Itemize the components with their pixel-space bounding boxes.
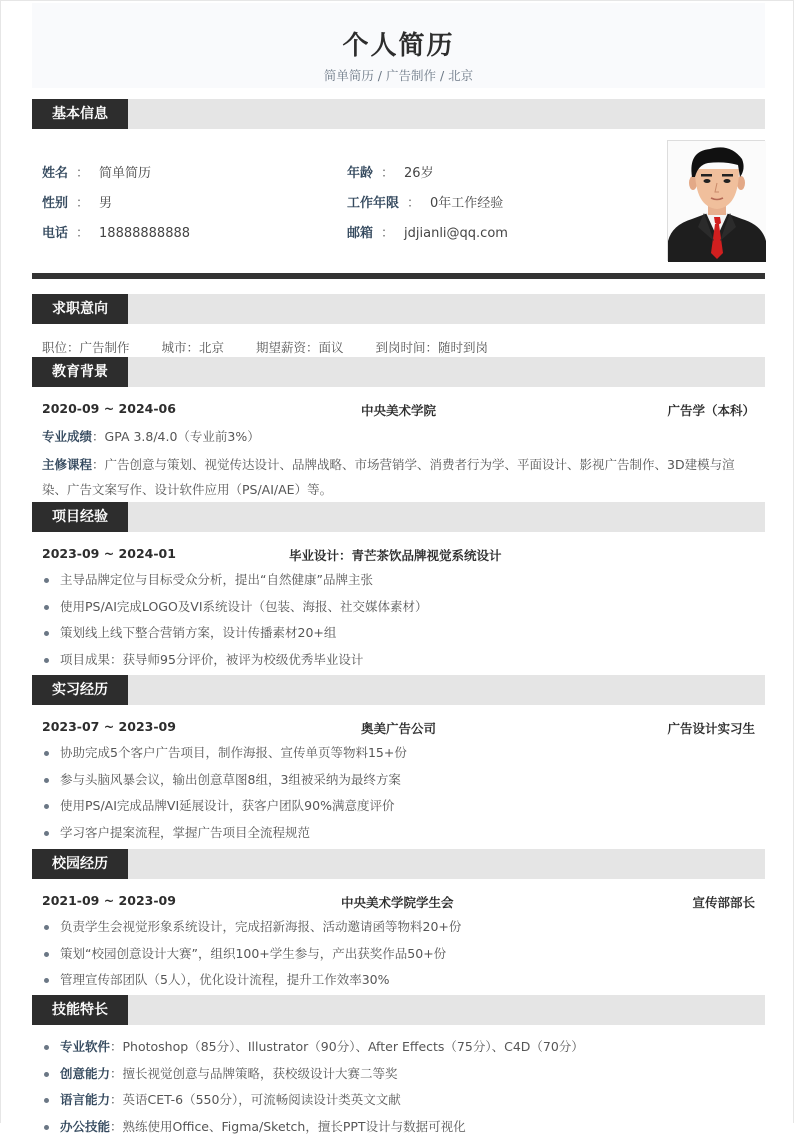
job-intent-row bbox=[42, 338, 516, 356]
info-label: 邮箱 bbox=[347, 226, 373, 241]
internship-role: 广告设计实习生 bbox=[667, 719, 755, 737]
skill-value: ：擅长视觉创意与品牌策略，获校级设计大赛二等奖 bbox=[110, 1066, 398, 1081]
avatar-photo bbox=[667, 140, 765, 261]
section-internship bbox=[32, 675, 765, 705]
list-item: 管理宣传部团队（5人），优化设计流程，提升工作效率30% bbox=[42, 967, 757, 994]
skill-item bbox=[42, 1114, 757, 1140]
section-title: 实习经历 bbox=[32, 675, 128, 705]
resume-header bbox=[32, 3, 765, 88]
project-entry-header bbox=[42, 546, 755, 564]
section-campus bbox=[32, 849, 765, 879]
project-bullets bbox=[42, 567, 757, 673]
section-skills bbox=[32, 995, 765, 1025]
list-item: 策划“校园创意设计大赛”，组织100+学生参与，产出获奖作品50+份 bbox=[42, 941, 757, 968]
section-divider bbox=[32, 273, 765, 279]
info-separator: ： bbox=[381, 226, 394, 241]
skill-label: 语言能力 bbox=[60, 1092, 110, 1107]
skills-bullets bbox=[42, 1034, 757, 1140]
skill-value: ：英语CET-6（550分），可流畅阅读设计类英文文献 bbox=[110, 1092, 401, 1107]
skill-item bbox=[42, 1034, 757, 1061]
section-title: 求职意向 bbox=[32, 294, 128, 324]
gpa-value: ：GPA 3.8/4.0（专业前3%） bbox=[92, 429, 260, 444]
info-separator: ： bbox=[76, 226, 89, 241]
gpa-label: 专业成绩 bbox=[42, 429, 92, 444]
section-education bbox=[32, 357, 765, 387]
courses-value: ：广告创意与策划、视觉传达设计、品牌战略、市场营销学、消费者行为学、平面设计、影视广告制作、3D建模与渲染、广告文案写作、设计软件应用（PS/AI/AE）等。 bbox=[42, 457, 735, 497]
campus-bullets bbox=[42, 914, 757, 994]
education-school: 中央美术学院 bbox=[361, 401, 436, 419]
section-title: 教育背景 bbox=[32, 357, 128, 387]
info-separator: ： bbox=[381, 166, 394, 181]
info-name bbox=[42, 162, 151, 181]
list-item: 使用PS/AI完成品牌VI延展设计，获客户团队90%满意度评价 bbox=[42, 793, 757, 820]
intent-salary: 期望薪资：面议 bbox=[256, 340, 344, 355]
info-value: 简单简历 bbox=[99, 166, 151, 181]
skill-value: ：Photoshop（85分）、Illustrator（90分）、After Effects（75分）、C4D（70分） bbox=[110, 1039, 584, 1054]
list-item: 协助完成5个客户广告项目，制作海报、宣传单页等物料15+份 bbox=[42, 740, 757, 767]
info-value: 男 bbox=[99, 196, 112, 211]
section-job-intent bbox=[32, 294, 765, 324]
intent-arrival: 到岗时间：随时到岗 bbox=[376, 340, 489, 355]
list-item: 学习客户提案流程，掌握广告项目全流程规范 bbox=[42, 820, 757, 847]
info-phone bbox=[42, 222, 190, 241]
list-item: 主导品牌定位与目标受众分析，提出“自然健康”品牌主张 bbox=[42, 567, 757, 594]
info-label: 工作年限 bbox=[347, 196, 399, 211]
info-separator: ： bbox=[76, 166, 89, 181]
info-email bbox=[347, 222, 508, 241]
education-date: 2020-09 ~ 2024-06 bbox=[42, 401, 176, 416]
info-label: 性别 bbox=[42, 196, 68, 211]
info-age bbox=[347, 162, 434, 181]
intent-city: 城市：北京 bbox=[162, 340, 225, 355]
project-date: 2023-09 ~ 2024-01 bbox=[42, 546, 176, 561]
project-title: 毕业设计：青芒茶饮品牌视觉系统设计 bbox=[289, 546, 502, 564]
page-subtitle: 简单简历 / 广告制作 / 北京 bbox=[32, 66, 765, 84]
info-value: 18888888888 bbox=[99, 226, 190, 241]
list-item: 参与头脑风暴会议，输出创意草图8组，3组被采纳为最终方案 bbox=[42, 767, 757, 794]
internship-company: 奥美广告公司 bbox=[361, 719, 436, 737]
info-label: 年龄 bbox=[347, 166, 373, 181]
education-major: 广告学（本科） bbox=[667, 401, 755, 419]
internship-bullets bbox=[42, 740, 757, 846]
education-courses bbox=[42, 452, 757, 502]
courses-label: 主修课程 bbox=[42, 457, 92, 472]
info-label: 电话 bbox=[42, 226, 68, 241]
section-title: 校园经历 bbox=[32, 849, 128, 879]
info-work-years bbox=[347, 192, 503, 211]
intent-position: 职位：广告制作 bbox=[42, 340, 130, 355]
skill-value: ：熟练使用Office、Figma/Sketch，擅长PPT设计与数据可视化 bbox=[110, 1119, 466, 1134]
campus-date: 2021-09 ~ 2023-09 bbox=[42, 893, 176, 908]
list-item: 项目成果：获导师95分评价，被评为校级优秀毕业设计 bbox=[42, 647, 757, 674]
skill-label: 创意能力 bbox=[60, 1066, 110, 1081]
education-gpa bbox=[42, 424, 757, 449]
info-gender bbox=[42, 192, 112, 211]
section-title: 技能特长 bbox=[32, 995, 128, 1025]
internship-date: 2023-07 ~ 2023-09 bbox=[42, 719, 176, 734]
list-item: 策划线上线下整合营销方案，设计传播素材20+组 bbox=[42, 620, 757, 647]
education-entry-header bbox=[42, 401, 755, 419]
avatar-icon bbox=[668, 141, 766, 262]
campus-org: 中央美术学院学生会 bbox=[341, 893, 454, 911]
section-title: 项目经验 bbox=[32, 502, 128, 532]
info-value: 26岁 bbox=[404, 166, 434, 181]
info-value: 0年工作经验 bbox=[430, 196, 503, 211]
campus-entry-header bbox=[42, 893, 755, 911]
list-item: 负责学生会视觉形象系统设计，完成招新海报、活动邀请函等物料20+份 bbox=[42, 914, 757, 941]
skill-label: 专业软件 bbox=[60, 1039, 110, 1054]
section-projects bbox=[32, 502, 765, 532]
skill-label: 办公技能 bbox=[60, 1119, 110, 1134]
skill-item bbox=[42, 1061, 757, 1088]
page-title: 个人简历 bbox=[32, 25, 765, 62]
campus-role: 宣传部部长 bbox=[692, 893, 755, 911]
internship-entry-header bbox=[42, 719, 755, 737]
list-item: 使用PS/AI完成LOGO及VI系统设计（包装、海报、社交媒体素材） bbox=[42, 594, 757, 621]
info-value: jdjianli@qq.com bbox=[404, 226, 508, 241]
section-title: 基本信息 bbox=[32, 99, 128, 129]
info-separator: ： bbox=[76, 196, 89, 211]
section-basic-info bbox=[32, 99, 765, 129]
skill-item bbox=[42, 1087, 757, 1114]
info-label: 姓名 bbox=[42, 166, 68, 181]
info-separator: ： bbox=[407, 196, 420, 211]
